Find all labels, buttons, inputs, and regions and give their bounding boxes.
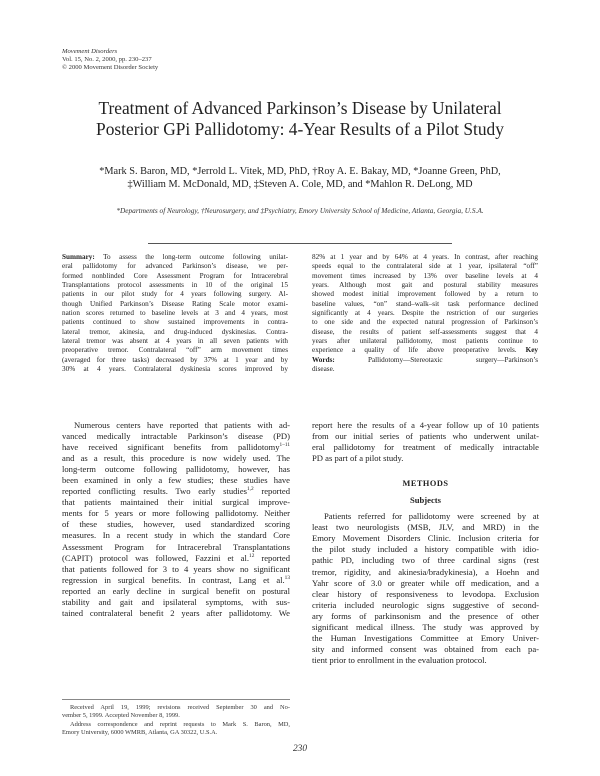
abstract-right-column <box>312 253 538 374</box>
body-left-column <box>62 420 290 619</box>
footnote-line: Received April 19, 1999; revisions received September 30 and No- <box>70 704 290 711</box>
keywords-label-2: Words: <box>312 355 335 364</box>
body-line: sity and informed consent was obtained from each pa- <box>312 643 539 654</box>
body-line: been examined in only a few studies; these studies have <box>62 475 290 486</box>
abstract-divider <box>148 243 452 244</box>
body-line: ments for 5 years or more following pallidotomy. Neither <box>62 508 290 519</box>
abstract-line: disease, the results of patient self-assessments suggest that 4 <box>312 327 538 336</box>
body-line: reported an early decline in surgical benefit on postural <box>62 585 290 596</box>
abstract-line: preoperative tremor. Contralateral “off” arm movement times <box>62 346 288 355</box>
body-line: have received significant benefits from pallidotomy$^{1-11}$ <box>62 442 290 453</box>
abstract-line: baseline values, “on” stand–walk–sit task performance declined <box>312 299 538 308</box>
body-line: long-term outcome following pallidotomy, however, has <box>62 464 290 475</box>
abstract-line: movement times increased by 13% over baseline levels at 4 <box>312 271 538 280</box>
abstract-line: though Unified Parkinson’s Disease Rating Scale motor exami- <box>62 299 288 308</box>
body-line: measures. In a recent study in which the standard Core <box>62 530 290 541</box>
body-line: (CAPIT) protocol was followed, Fazzini et al.$^{12}$ reported <box>62 552 290 563</box>
abstract-label: Summary: <box>62 253 95 261</box>
subjects-heading: Subjects <box>409 495 442 506</box>
article-title-line-2: Posterior GPi Pallidotomy: 4-Year Results of a Pilot Study <box>96 119 504 139</box>
citation-ref: 1–11 <box>279 442 290 449</box>
footnote <box>62 704 290 737</box>
abstract-line: significantly at 4 years. Despite the restriction of our surgeries <box>312 309 538 318</box>
citation-ref: 13 <box>284 574 290 581</box>
keywords-label: Key <box>525 346 538 355</box>
footnote-divider <box>62 699 290 700</box>
article-title-line-1: Treatment of Advanced Parkinson’s Disease by Unilateral <box>98 98 502 118</box>
citation-ref: 12 <box>249 552 255 559</box>
body-line: PD as part of a pilot study. <box>312 453 404 464</box>
footnote-line: Emory University, 6000 WMRB, Atlanta, GA 30322, U.S.A. <box>62 728 218 736</box>
body-right-column <box>312 420 539 666</box>
author-line-2: ‡William M. McDonald, MD, ‡Steven A. Cole, MD, and *Mahlon R. DeLong, MD <box>127 179 473 190</box>
body-line: tained contralateral benefit 2 years after pallidotomy. We <box>62 607 290 618</box>
body-line: stability and gait and ipsilateral symptoms, with sus- <box>62 596 290 607</box>
abstract-line: years after unilateral pallidotomy, most patients continue to <box>312 337 538 346</box>
body-line: vanced medically intractable Parkinson’s disease (PD) <box>62 431 290 442</box>
footnote-line: vember 5, 1999. Accepted November 8, 1999. <box>62 712 180 720</box>
article-title <box>50 98 550 140</box>
page-number: 230 <box>292 744 308 754</box>
affiliation: *Departments of Neurology, †Neurosurgery, and ‡Psychiatry, Emory University School of Medicine, Atlanta, Georgia, U.S.A. <box>116 206 484 215</box>
body-line: Emory Movement Disorders Clinic. Inclusion criteria for <box>312 533 539 544</box>
body-line: reported conflicting results. Two early studies$^{1,2}$ reported <box>62 486 290 497</box>
abstract-line <box>312 356 538 365</box>
abstract-line: patients continued to show sustained improvements in contra- <box>62 318 288 327</box>
abstract-line: 82% at 1 year and by 64% at 4 years. In contrast, after reaching <box>312 253 538 261</box>
body-line: criteria included neurologic signs suggestive of second- <box>312 599 539 610</box>
footnote-line: Address correspondence and reprint requests to Mark S. Baron, MD, <box>70 720 290 728</box>
keywords-text: Pallidotomy—Stereotaxic surgery—Parkinson’s <box>367 355 538 364</box>
body-line: the Human Investigations Committee at Emory Univer- <box>312 632 539 643</box>
body-line: eral pallidotomy for treatment of medically intractable <box>312 442 539 453</box>
body-line: pathic PD, including two of three cardinal signs (rest <box>312 555 539 566</box>
body-line: Patients referred for pallidotomy were screened by at <box>324 511 539 522</box>
abstract-line: eral pallidotomy for advanced Parkinson’s disease, we per- <box>62 262 288 271</box>
body-line: regression in surgical benefits. In contrast, Lang et al.$^{13}$ <box>62 574 290 585</box>
body-line: tient prior to enrollment in the evaluation protocol. <box>312 654 487 665</box>
journal-citation: Vol. 15, No. 2, 2000, pp. 230–237 <box>62 56 152 63</box>
body-line: least two neurologists (MSB, JLV, and MRD) in the <box>312 522 539 533</box>
abstract-line: (averaged for three tasks) decreased by 37% at 1 year and by <box>62 355 288 364</box>
abstract-line: 30% at 4 years. Contralateral dyskinesia scores improved by <box>62 365 288 374</box>
methods-heading: METHODS <box>402 479 449 489</box>
abstract-line: experience a quality of life above preoperative levels. Key <box>312 346 538 355</box>
abstract-line: disease. <box>312 365 335 374</box>
body-line: clear history of responsiveness to levodopa. Exclusion <box>312 588 539 599</box>
abstract-line: to one side and the expected natural progression of Parkinson’s <box>312 318 538 327</box>
body-line: the pilot study included a history compatible with idio- <box>312 544 539 555</box>
body-line: report here the results of a 4-year follow up of 10 patients <box>312 420 539 430</box>
body-line: Assessment Program for Intracerebral Transplantations <box>62 541 290 552</box>
author-line-1: *Mark S. Baron, MD, *Jerrold L. Vitek, MD, PhD, †Roy A. E. Bakay, MD, *Joanne Green, PhD, <box>99 166 501 177</box>
abstract-line: years. Although most gait and postural stability measures <box>312 281 538 290</box>
journal-copyright: © 2000 Movement Disorder Society <box>62 64 159 71</box>
body-line: that patients followed for 3 to 4 years show no significant <box>62 563 290 574</box>
citation-ref: 1,2 <box>246 486 254 493</box>
abstract-line: formed nonblinded Core Assessment Program for Intracerebral <box>62 271 288 280</box>
body-line: from our initial series of patients who underwent unilat- <box>312 431 539 442</box>
abstract-line: lateral tremor was absent at 4 years in all seven patients with <box>62 337 288 346</box>
journal-name: Movement Disorders <box>62 48 118 55</box>
abstract-line: nation scores returned to baseline levels at 3 and 4 years, most <box>62 309 288 318</box>
author-list <box>50 165 550 191</box>
abstract-line: Summary: To assess the long-term outcome following unilat- <box>62 253 288 261</box>
abstract-line: patients in our pilot study for 4 years following surgery. Al- <box>62 290 288 299</box>
journal-header <box>62 48 158 72</box>
abstract-line: lateral tremor, akinesia, and drug-induced dyskinesias. Contra- <box>62 327 288 336</box>
body-line: tremor, rigidity, and akinesia/bradykinesia), a Hoehn and <box>312 566 539 577</box>
body-line: ary forms of parkinsonism and the presence of other <box>312 610 539 621</box>
abstract-line: Transplantations protocol assessments in 10 of the original 15 <box>62 281 288 290</box>
body-line: of these studies, however, used standardized scoring <box>62 519 290 530</box>
abstract-line: speeds equal to the contralateral side at 1 year, ipsilateral “off” <box>312 262 538 271</box>
abstract-left-column <box>62 253 288 374</box>
body-line: Numerous centers have reported that patients with ad- <box>74 420 290 430</box>
body-line: Yahr score of 3.0 or greater while off medication, and a <box>312 577 539 588</box>
body-line: and as a result, this procedure is now widely used. The <box>62 453 290 464</box>
abstract-line: showed modest initial improvement followed by a return to <box>312 290 538 299</box>
body-line: significant medical illness. The study was approved by <box>312 621 539 632</box>
body-line: that patients maintained their initial surgical improve- <box>62 497 290 508</box>
